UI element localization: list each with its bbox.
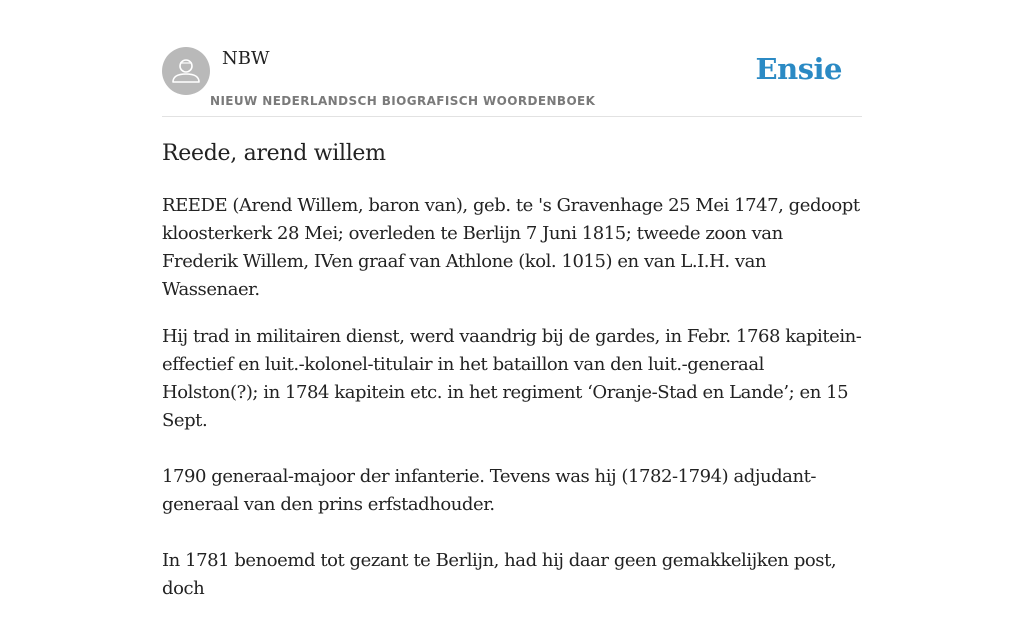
article-paragraph: In 1781 benoemd tot gezant te Berlijn, had hij daar geen gemakkelijken post, doch [162,550,837,599]
article [162,138,862,622]
article-paragraph: 1790 generaal-majoor der infanterie. Tevens was hij (1782-1794) adjudant-generaal van den prins erfstadhouder. [162,466,817,515]
source-subtitle: NIEUW NEDERLANDSCH BIOGRAFISCH WOORDENBOEK [210,94,596,108]
source-name[interactable]: NBW [222,48,270,69]
source-header [162,47,862,117]
article-paragraph: Hij trad in militairen dienst, werd vaandrig bij de gardes, in Febr. 1768 kapitein-effectief en luit.-kolonel-titulair in het bataillon van den luit.-generaal Holston(?); in 1784 kapitein etc. in het regiment ‘Oranje-Stad en Lande’; en 15 Sept. [162,326,862,431]
source-avatar[interactable] [162,47,210,95]
article-paragraph: REEDE (Arend Willem, baron van), geb. te 's Gravenhage 25 Mei 1747, gedoopt kloosterkerk 28 Mei; overleden te Berlijn 7 Juni 1815; tweede zoon van Frederik Willem, IVen graaf van Athlone (kol. 1015) en van L.I.H. van Wassenaer. [162,195,860,300]
ensie-logo[interactable]: Ensie [755,52,842,86]
article-title: Reede, arend willem [162,141,386,166]
user-icon [162,47,210,95]
